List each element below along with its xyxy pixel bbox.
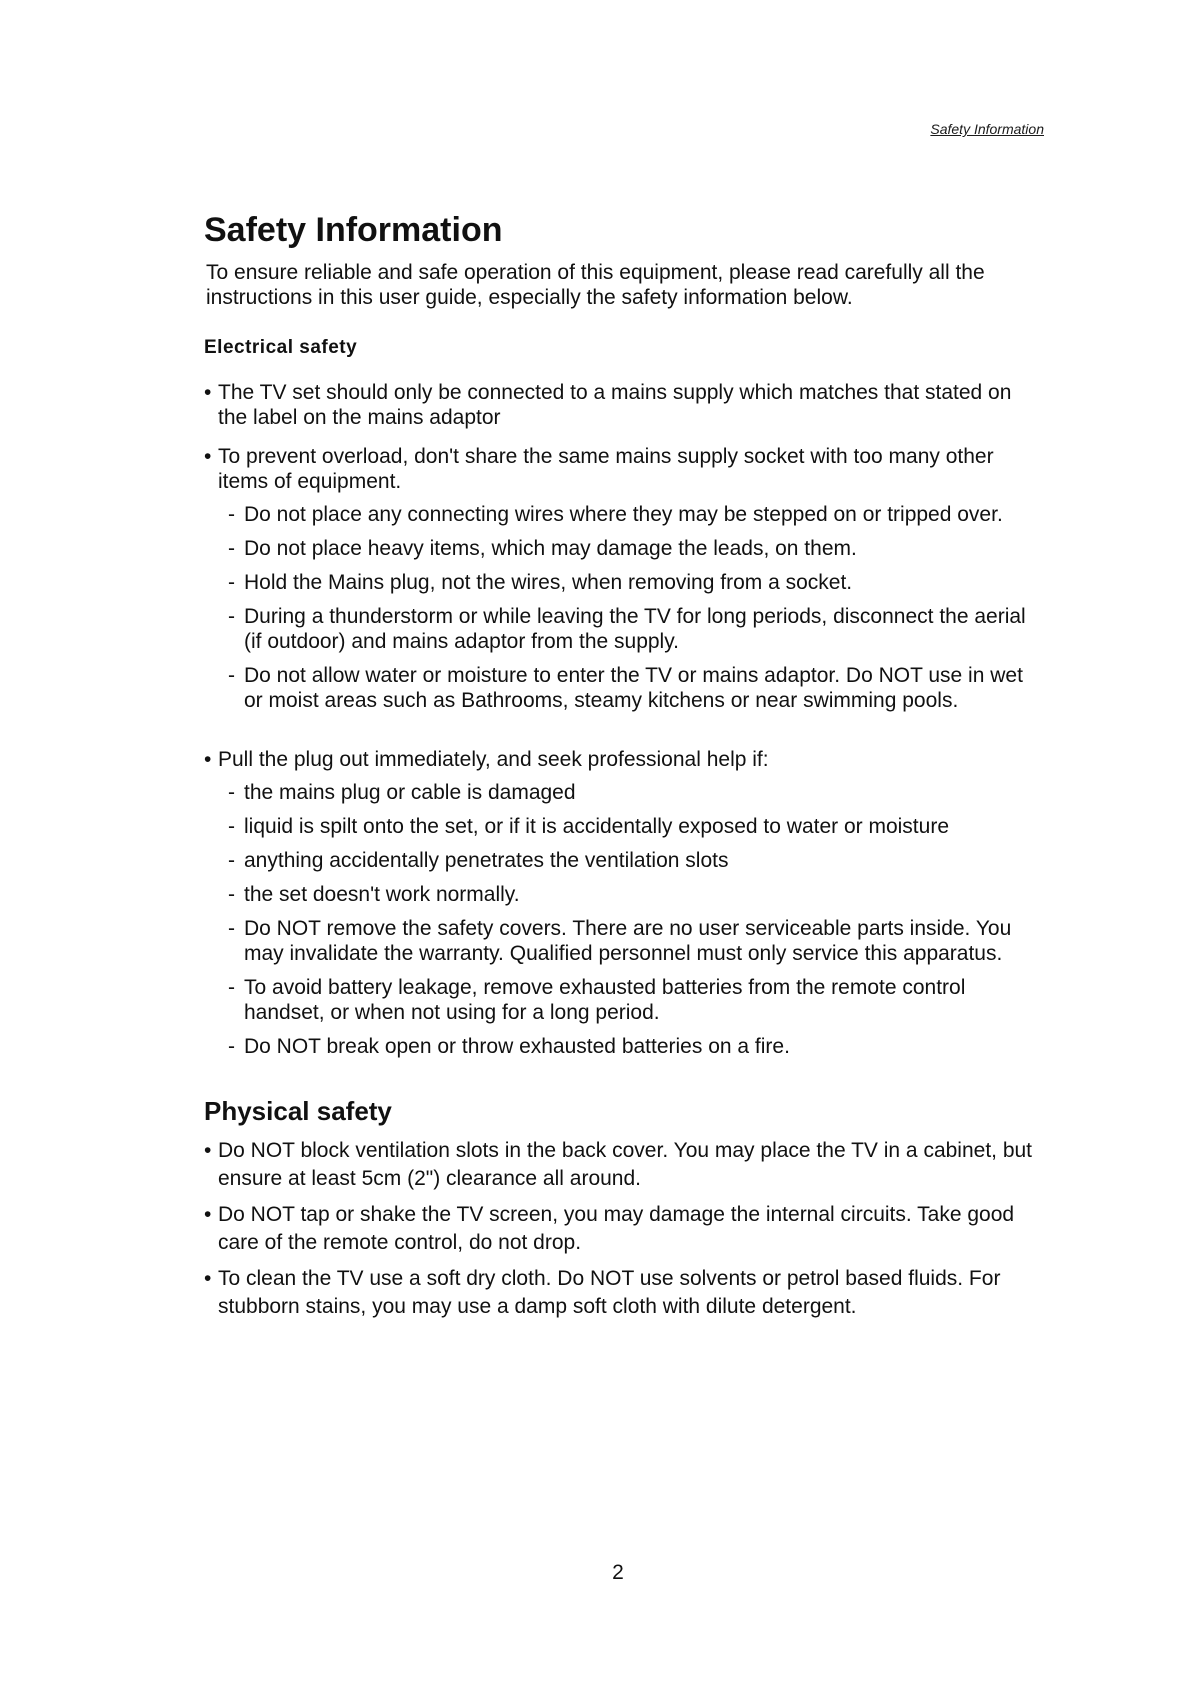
sub-list-item [228, 536, 1034, 561]
sub-list-item [228, 1034, 1034, 1059]
sub-list-item [228, 814, 1034, 839]
dash-marker: - [228, 883, 235, 906]
dash-marker: - [228, 571, 235, 594]
page-number: 2 [612, 1561, 624, 1584]
electrical-bullet [204, 444, 1034, 713]
dash-marker: - [228, 1035, 235, 1058]
sub-list-item [228, 780, 1034, 805]
electrical-safety-heading: Electrical safety [204, 337, 358, 358]
physical-bullet [204, 1265, 1034, 1321]
physical-bullet [204, 1201, 1034, 1257]
intro-paragraph: To ensure reliable and safe operation of this equipment, please read carefully all the instructions in this user guide, especially the safety information below. [206, 261, 985, 309]
dash-marker: - [228, 815, 235, 838]
page-title: Safety Information [204, 211, 503, 249]
sub-item-text: Do not allow water or moisture to enter the TV or mains adaptor. Do NOT use in wet or moist areas such as Bathrooms, steamy kitchens or near swimming pools. [244, 664, 1023, 712]
bullet-marker: • [204, 1203, 212, 1226]
sub-list-item [228, 570, 1034, 595]
sub-list-item [228, 975, 1034, 1025]
dash-marker: - [228, 664, 235, 687]
running-header: Safety Information [930, 121, 1044, 137]
bullet-marker: • [204, 381, 212, 404]
dash-marker: - [228, 781, 235, 804]
physical-bullet [204, 1137, 1034, 1193]
bullet-marker: • [204, 748, 212, 771]
sub-list-item [228, 604, 1034, 654]
dash-marker: - [228, 849, 235, 872]
sub-list-item [228, 916, 1034, 966]
electrical-bullet [204, 380, 1034, 430]
sub-list-item [228, 663, 1034, 713]
sub-item-text: Do not place heavy items, which may damage the leads, on them. [244, 537, 857, 560]
dash-marker: - [228, 537, 235, 560]
electrical-bullet [204, 747, 1034, 1059]
dash-marker: - [228, 503, 235, 526]
sub-list-item [228, 882, 1034, 907]
bullet-marker: • [204, 1139, 212, 1162]
sub-item-text: Do not place any connecting wires where they may be stepped on or tripped over. [244, 503, 1003, 526]
sub-item-text: Do NOT break open or throw exhausted batteries on a fire. [244, 1035, 790, 1058]
bullet-text: The TV set should only be connected to a mains supply which matches that stated on the label on the mains adaptor [218, 381, 1012, 429]
sub-item-text: anything accidentally penetrates the ventilation slots [244, 849, 729, 872]
dash-marker: - [228, 605, 235, 628]
sub-list [228, 780, 1034, 1059]
electrical-bullet-list [204, 380, 1034, 1059]
sub-item-text: During a thunderstorm or while leaving the TV for long periods, disconnect the aerial (if outdoor) and mains adaptor from the supply. [244, 605, 1026, 653]
sub-item-text: the mains plug or cable is damaged [244, 781, 576, 804]
sub-list-item [228, 848, 1034, 873]
page-content [204, 210, 1034, 1329]
sub-item-text: To avoid battery leakage, remove exhausted batteries from the remote control handset, or when not using for a long period. [244, 976, 966, 1024]
bullet-text: Pull the plug out immediately, and seek professional help if: [218, 748, 769, 771]
sub-list [228, 502, 1034, 713]
sub-item-text: Do NOT remove the safety covers. There are no user serviceable parts inside. You may invalidate the warranty. Qualified personnel must only service this apparatus. [244, 917, 1012, 965]
sub-item-text: the set doesn't work normally. [244, 883, 520, 906]
sub-item-text: liquid is spilt onto the set, or if it is accidentally exposed to water or moisture [244, 815, 949, 838]
bullet-marker: • [204, 1267, 212, 1290]
physical-safety-heading: Physical safety [204, 1096, 392, 1126]
dash-marker: - [228, 976, 235, 999]
bullet-text: To prevent overload, don't share the same mains supply socket with too many other items of equipment. [218, 445, 994, 493]
bullet-text: Do NOT tap or shake the TV screen, you may damage the internal circuits. Take good care of the remote control, do not drop. [218, 1203, 1015, 1254]
physical-bullet-list [204, 1137, 1034, 1321]
dash-marker: - [228, 917, 235, 940]
bullet-text: To clean the TV use a soft dry cloth. Do NOT use solvents or petrol based fluids. For stubborn stains, you may use a damp soft cloth with dilute detergent. [218, 1267, 1001, 1318]
bullet-marker: • [204, 445, 212, 468]
sub-item-text: Hold the Mains plug, not the wires, when removing from a socket. [244, 571, 853, 594]
bullet-text: Do NOT block ventilation slots in the back cover. You may place the TV in a cabinet, but ensure at least 5cm (2") clearance all around. [218, 1139, 1033, 1190]
sub-list-item [228, 502, 1034, 527]
physical-safety-section [204, 1095, 1034, 1321]
